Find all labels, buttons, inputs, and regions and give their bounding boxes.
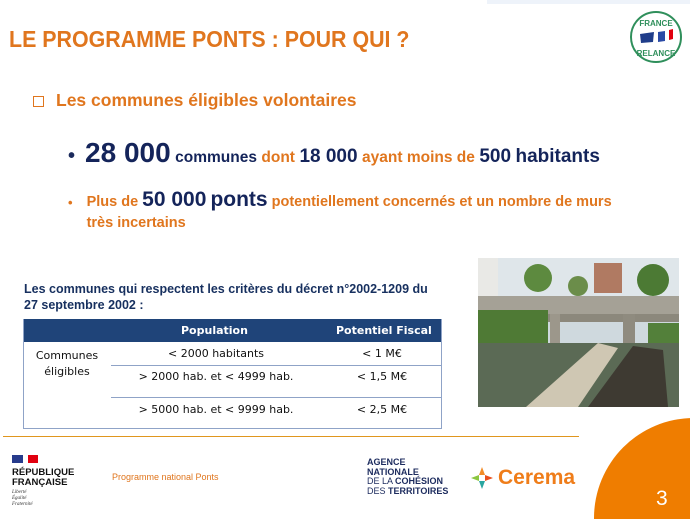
table-cell-fiscal: < 1,5 M€ — [356, 370, 408, 383]
rf-motto-line: Fraternité — [12, 502, 33, 507]
page-number: 3 — [656, 487, 668, 510]
marianne-flag-icon — [12, 455, 74, 463]
table-cell-population: > 5000 hab. et < 9999 hab. — [138, 403, 294, 416]
bridge-photo — [478, 258, 679, 407]
footer-program-name: Programme national Ponts — [112, 472, 219, 482]
eligibility-table — [23, 319, 442, 429]
communes-count: 28 000 — [85, 137, 171, 168]
table-cell-fiscal: < 1 M€ — [362, 347, 402, 360]
bullet1-word: habitants — [515, 146, 600, 167]
bullet1-word: communes — [175, 149, 257, 166]
bullet-communes — [68, 137, 600, 169]
rf-motto-line: Liberté — [12, 490, 27, 495]
row-label-communes: Communes éligibles — [35, 349, 99, 378]
section-heading-text: Les communes éligibles volontaires — [56, 90, 357, 110]
rf-motto-line: Égalité — [12, 496, 27, 501]
svg-text:RELANCE: RELANCE — [636, 49, 676, 58]
ponts-count: 50 000 — [142, 188, 207, 211]
table-cell-fiscal: < 2,5 M€ — [356, 403, 408, 416]
footer-divider — [3, 436, 579, 437]
cerema-name: Cerema — [498, 466, 576, 489]
section-heading — [33, 90, 357, 111]
checkbox-bullet-icon — [33, 96, 44, 107]
bullet-dot-icon: • — [68, 195, 73, 210]
bullet2-suffix: potentiellement concernés et un nombre de murs très incertains — [86, 194, 612, 231]
row-divider — [111, 365, 441, 366]
france-relance-logo — [629, 10, 683, 64]
anct-logo: AGENCE NATIONALE DE LA COHÉSION DES TERRITOIRES — [367, 457, 449, 496]
bullet1-word: dont — [261, 149, 295, 166]
ponts-unit: ponts — [210, 188, 268, 211]
republique-francaise-logo — [12, 455, 74, 508]
svg-text:FRANCE: FRANCE — [639, 19, 673, 28]
small-communes-count: 18 000 — [299, 146, 358, 167]
rf-name-line: RÉPUBLIQUE — [12, 467, 75, 478]
bullet-ponts — [68, 189, 638, 234]
bullet-dot-icon: • — [68, 145, 76, 167]
top-decorative-strip — [487, 0, 690, 4]
cerema-mark-icon — [470, 466, 494, 490]
table-cell-population: < 2000 habitants — [167, 347, 265, 360]
bullet1-word: ayant moins de — [362, 149, 475, 166]
bullet2-prefix: Plus de — [86, 194, 139, 210]
row-divider — [111, 397, 441, 398]
table-cell-population: > 2000 hab. et < 4999 hab. — [138, 370, 294, 383]
page-corner-decoration — [594, 418, 690, 519]
slide-title: LE PROGRAMME PONTS : POUR QUI ? — [9, 26, 410, 52]
cerema-logo — [470, 466, 575, 490]
header-potentiel-fiscal: Potentiel Fiscal — [336, 324, 432, 337]
header-population: Population — [181, 324, 248, 337]
rf-name-line: FRANÇAISE — [12, 477, 68, 488]
decree-text: Les communes qui respectent les critères du décret n°2002-1209 du 27 septembre 2002 : — [24, 282, 428, 312]
table-header — [24, 319, 441, 342]
inhabitants-threshold: 500 — [479, 146, 512, 167]
